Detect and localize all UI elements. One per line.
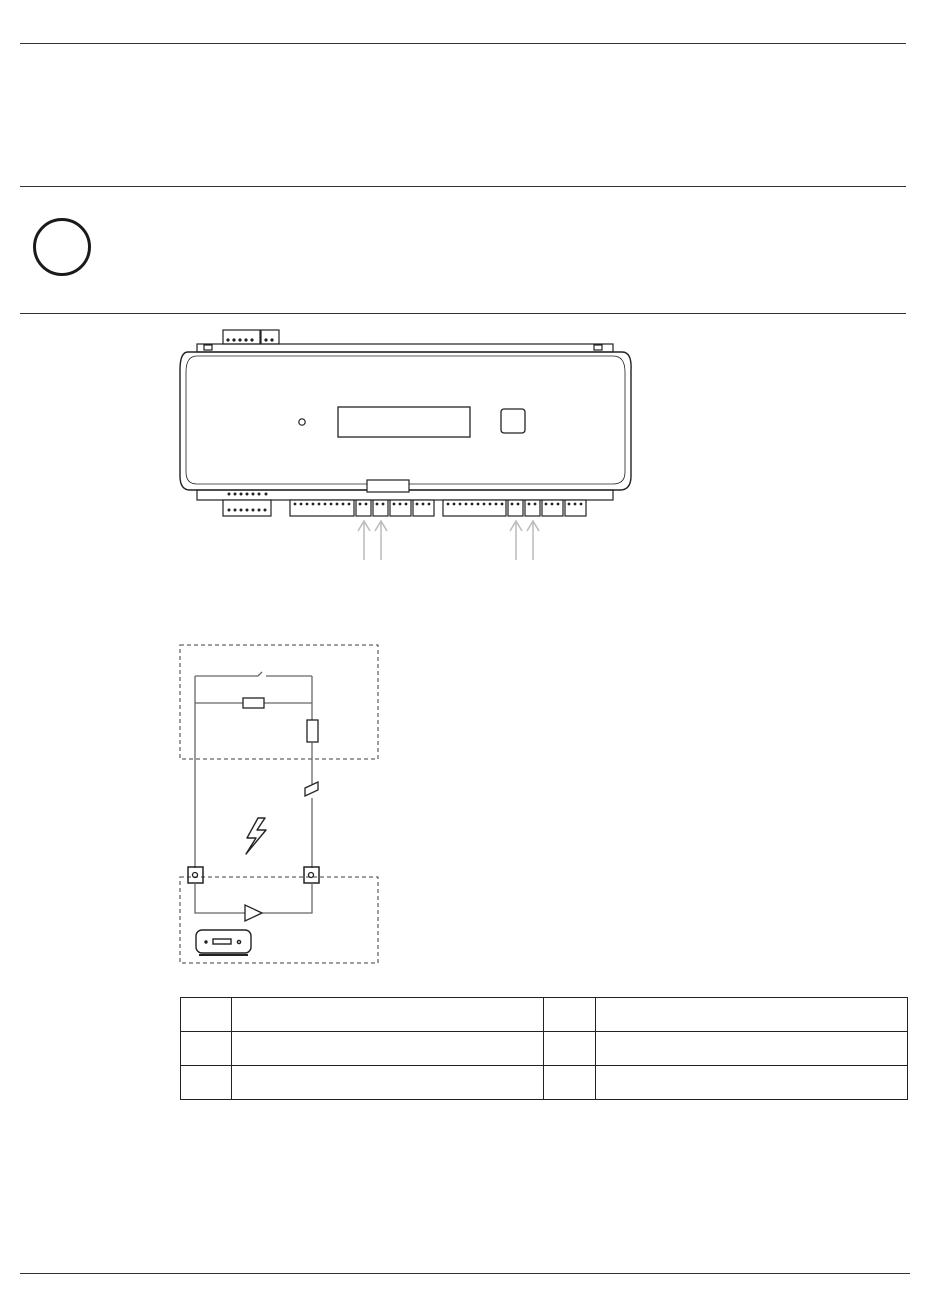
table-key-cell: [544, 998, 596, 1032]
terminal-right: [304, 867, 319, 883]
terminal-left: [188, 867, 203, 883]
spec-table: [180, 997, 908, 1100]
cable-break-symbol: [305, 782, 318, 796]
door-contact-switch: [195, 672, 312, 676]
table-value-cell: [596, 1032, 908, 1066]
diode-symbol: [245, 905, 262, 921]
table-value-cell: [232, 998, 544, 1032]
door-resistor: [243, 698, 264, 708]
footer-rule: [20, 1273, 910, 1274]
table-row: [181, 998, 908, 1032]
card-reader-icon: [196, 930, 251, 955]
table-key-cell: [544, 1066, 596, 1100]
table-row: [181, 1066, 908, 1100]
table-key-cell: [181, 1032, 232, 1066]
table-key-cell: [181, 998, 232, 1032]
table-row: [181, 1032, 908, 1066]
table-value-cell: [232, 1032, 544, 1066]
lightning-bolt-icon: [246, 818, 266, 854]
table-key-cell: [544, 1032, 596, 1066]
table-key-cell: [181, 1066, 232, 1100]
strike-resistor: [307, 720, 318, 742]
door-area-boundary: [180, 645, 378, 759]
reader-area-boundary: [180, 877, 378, 963]
table-value-cell: [596, 1066, 908, 1100]
table-value-cell: [596, 998, 908, 1032]
table-value-cell: [232, 1066, 544, 1100]
